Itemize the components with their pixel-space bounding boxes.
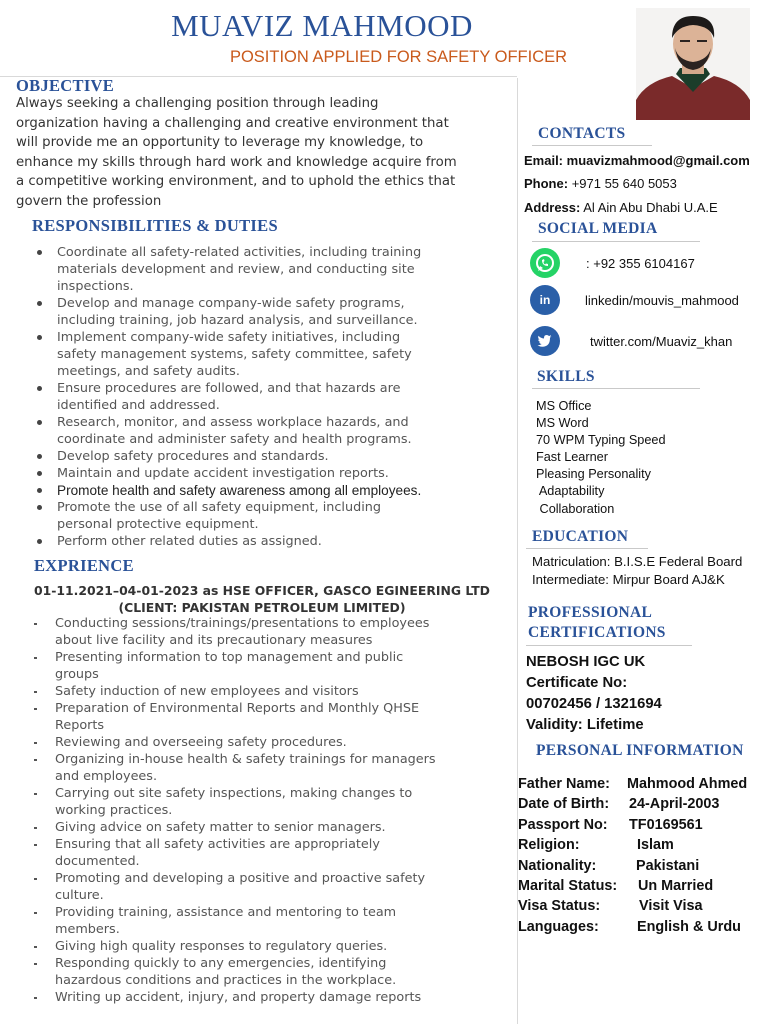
skills-list <box>536 398 666 518</box>
whatsapp-number: : +92 355 6104167 <box>586 255 695 271</box>
objective-line: Always seeking a challenging position through leading <box>16 96 379 111</box>
candidate-name: MUAVIZ MAHMOOD <box>171 8 473 43</box>
list-item: Giving advice on safety matter to senior managers. <box>55 819 521 836</box>
education-intermediate: Intermediate: Mirpur Board AJ&K <box>532 572 725 587</box>
certifications-title-line1: PROFESSIONAL <box>528 604 653 621</box>
responsibilities-list <box>37 244 507 550</box>
certifications-title-line2: CERTIFICATIONS <box>528 624 666 641</box>
experience-heading <box>0 582 524 616</box>
list-item: Promote the use of all safety equipment, including personal protective equipment. <box>57 499 507 533</box>
list-item: Perform other related duties as assigned. <box>57 533 507 550</box>
objective-line: organization having a challenging and creative environment that <box>16 115 449 131</box>
skill-item: Collaboration <box>536 501 615 516</box>
contacts-underline <box>532 145 652 146</box>
experience-role: 01-11.2021–04-01-2023 as HSE OFFICER, GASCO EGINEERING LTD <box>34 583 490 598</box>
skill-item: MS Office <box>536 399 592 413</box>
social-whatsapp[interactable] <box>530 248 695 278</box>
experience-client: (CLIENT: PAKISTAN PETROLEUM LIMITED) <box>118 600 406 615</box>
list-item: Presenting information to top management and public groups <box>55 649 521 683</box>
list-item: Organizing in-house health & safety trainings for managers and employees. <box>55 751 521 785</box>
social-media-title: SOCIAL MEDIA <box>538 220 658 237</box>
objective-line: will provide me an opportunity to leverage my knowledge, to <box>16 135 424 151</box>
contacts-title: CONTACTS <box>538 125 626 142</box>
list-item: Providing training, assistance and mentoring to team members. <box>55 904 521 938</box>
cert-name: NEBOSH IGC UK <box>526 654 646 670</box>
contact-address: Address: Al Ain Abu Dhabi U.A.E <box>524 200 718 215</box>
twitter-handle: twitter.com/Muaviz_khan <box>590 333 733 349</box>
objective-line: govern the profession <box>16 193 162 209</box>
education-matriculation: Matriculation: B.I.S.E Federal Board <box>532 554 743 569</box>
objective-line: enhance my skills through hard work and knowledge acquire from <box>16 154 457 170</box>
skill-item: Pleasing Personality <box>536 467 651 482</box>
list-item: Ensure procedures are followed, and that hazards are identified and addressed. <box>57 380 507 414</box>
list-item: Coordinate all safety-related activities, including training materials development and review, and conducting site inspections. <box>57 244 507 295</box>
contact-phone: Phone: +971 55 640 5053 <box>524 176 677 191</box>
skill-item: MS Word <box>536 416 589 431</box>
list-item: Research, monitor, and assess workplace hazards, and coordinate and administer safety and health programs. <box>57 414 507 448</box>
list-item: Implement company-wide safety initiatives, including safety management systems, safety committee, safety meetings, and safety audits. <box>57 329 507 380</box>
list-item: Writing up accident, injury, and property damage reports <box>55 989 521 1006</box>
responsibilities-title: RESPONSIBILITIES & DUTIES <box>32 216 278 235</box>
objective-title: OBJECTIVE <box>16 76 115 95</box>
profile-photo-graphic <box>636 8 750 120</box>
personal-info-title: PERSONAL INFORMATION <box>536 742 744 759</box>
skill-item: Fast Learner <box>536 450 608 465</box>
objective-line: a competitive working environment, and to uphold the ethics that <box>16 174 456 190</box>
list-item: Ensuring that all safety activities are appropriately documented. <box>55 836 521 870</box>
skill-item: Adaptability <box>536 484 605 499</box>
social-twitter[interactable] <box>530 326 732 356</box>
list-item: Responding quickly to any emergencies, identifying hazardous conditions and practices in the workplace. <box>55 955 521 989</box>
list-item: Giving high quality responses to regulatory queries. <box>55 938 521 955</box>
cert-number-label: Certificate No: <box>526 675 628 691</box>
address-value: Al Ain Abu Dhabi U.A.E <box>583 200 718 215</box>
twitter-icon <box>530 326 560 356</box>
contact-email: Email: muavizmahmood@gmail.com <box>524 153 750 168</box>
skill-item: 70 WPM Typing Speed <box>536 433 666 448</box>
list-item: Safety induction of new employees and visitors <box>55 683 521 700</box>
skills-underline <box>532 388 700 389</box>
experience-title: EXPRIENCE <box>34 556 134 575</box>
social-linkedin[interactable] <box>530 285 739 315</box>
list-item: Carrying out site safety inspections, making changes to working practices. <box>55 785 521 819</box>
list-item: Reviewing and overseeing safety procedures. <box>55 734 521 751</box>
profile-photo <box>636 8 750 120</box>
certification-details <box>526 652 662 736</box>
whatsapp-icon <box>530 248 560 278</box>
objective-text <box>16 94 516 212</box>
list-item: Develop and manage company-wide safety programs, including training, job hazard analysis, and surveillance. <box>57 295 507 329</box>
social-underline <box>532 241 700 242</box>
linkedin-handle: linkedin/mouvis_mahmood <box>585 292 739 308</box>
list-item: Preparation of Environmental Reports and Monthly QHSE Reports <box>55 700 521 734</box>
email-link[interactable]: muavizmahmood@gmail.com <box>566 153 750 168</box>
list-item: Promote health and safety awareness among all employees. <box>57 482 507 499</box>
list-item: Conducting sessions/trainings/presentations to employees about live facility and its precautionary measures <box>55 615 521 649</box>
linkedin-icon: in <box>530 285 560 315</box>
list-item: Develop safety procedures and standards. <box>57 448 507 465</box>
position-applied: POSITION APPLIED FOR SAFETY OFFICER <box>229 48 568 66</box>
cert-number: 00702456 / 1321694 <box>526 696 662 712</box>
cert-validity: Validity: Lifetime <box>526 717 644 733</box>
certifications-underline <box>526 645 692 646</box>
skills-title: SKILLS <box>537 368 595 385</box>
list-item: Maintain and update accident investigation reports. <box>57 465 507 482</box>
list-item: Promoting and developing a positive and proactive safety culture. <box>55 870 521 904</box>
education-underline <box>526 548 648 549</box>
experience-list <box>34 615 521 1006</box>
education-title: EDUCATION <box>532 528 629 545</box>
phone-number: +971 55 640 5053 <box>571 176 677 191</box>
